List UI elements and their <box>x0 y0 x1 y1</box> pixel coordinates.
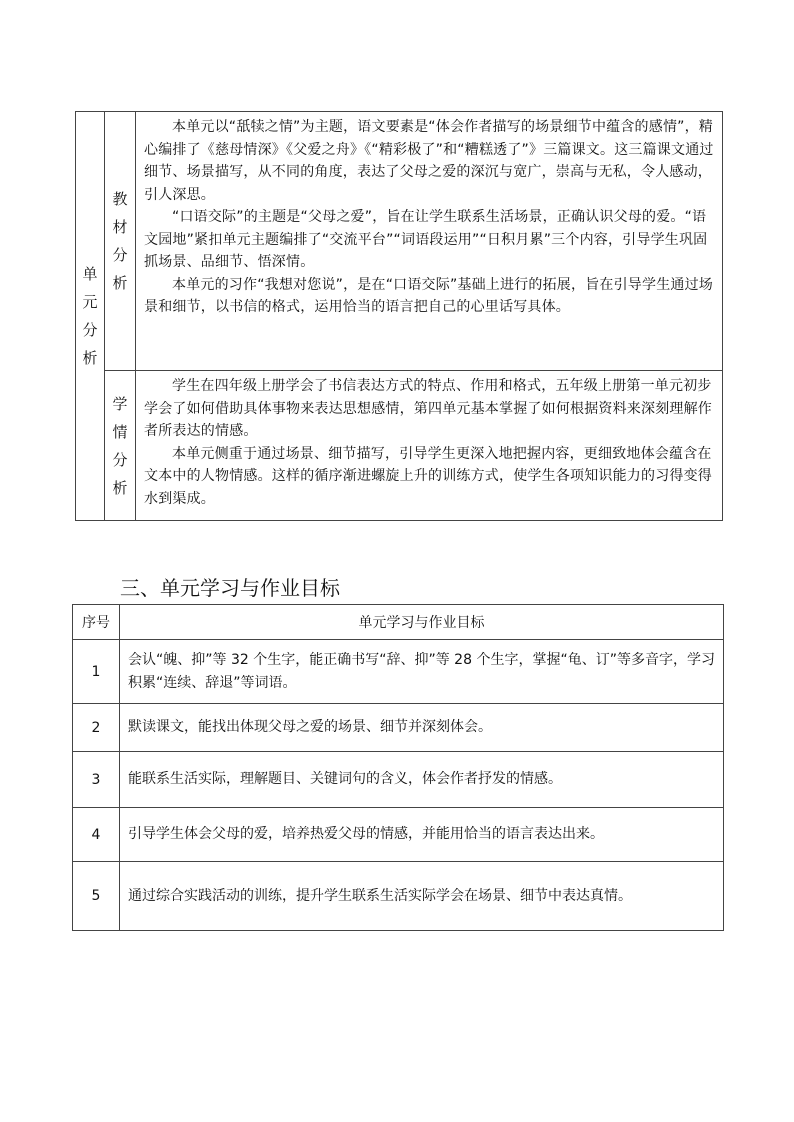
label-char: 材 <box>112 218 128 236</box>
header-goals: 单元学习与作业目标 <box>120 605 724 640</box>
row-goal: 默读课文，能找出体现父母之爱的场景、细节并深刻体会。 <box>120 704 724 752</box>
label-char: 单 <box>82 265 98 283</box>
label-char: 析 <box>112 478 128 497</box>
header-number: 序号 <box>73 605 120 640</box>
section-heading: 三、单元学习与作业目标 <box>120 576 340 600</box>
table-row <box>73 704 724 752</box>
table-row <box>73 862 724 931</box>
row-goal: 会认“魄、抑”等 32 个生字，能正确书写“辞、抑”等 28 个生字，掌握“龟、订”等多音字，学习积累“连续、辞退”等词语。 <box>120 640 724 704</box>
row-goal: 通过综合实践活动的训练，提升学生联系生活实际学会在场景、细节中表达真情。 <box>120 862 724 931</box>
row-number: 4 <box>73 808 120 862</box>
label-char: 析 <box>112 274 128 292</box>
paragraph: 本单元以“舐犊之情”为主题，语文要素是“体会作者描写的场景细节中蕴含的感情”，精心编排了《慈母情深》《父爱之舟》《“精彩极了”和“糟糕透了”》三篇课文。这三篇课文通过细节、场景描写，从不同的角度，表达了父母之爱的深沉与宽广，崇高与无私，令人感动，引人深思。 <box>144 119 714 203</box>
row-number: 2 <box>73 704 120 752</box>
label-char: 分 <box>112 450 128 469</box>
row-goal: 能联系生活实际，理解题目、关键词句的含义，体会作者抒发的情感。 <box>120 752 724 808</box>
paragraph: 本单元的习作“我想对您说”，是在“口语交际”基础上进行的拓展，旨在引导学生通过场景和细节，以书信的格式，运用恰当的语言把自己的心里话写具体。 <box>144 276 714 315</box>
learner-analysis-label <box>105 371 136 521</box>
unit-analysis-label <box>76 112 105 521</box>
table-row <box>73 752 724 808</box>
goals-table <box>72 604 724 931</box>
paragraph: 学生在四年级上册学会了书信表达方式的特点、作用和格式，五年级上册第一单元初步学会了如何借助具体事物来表达思想感情，第四单元基本掌握了如何根据资料来深刻理解作者所表达的情感。 <box>144 378 712 439</box>
label-char: 分 <box>112 246 128 264</box>
label-char: 情 <box>112 422 128 441</box>
unit-analysis-table <box>75 111 723 521</box>
row-goal: 引导学生体会父母的爱，培养热爱父母的情感，并能用恰当的语言表达出来。 <box>120 808 724 862</box>
paragraph: 本单元侧重于通过场景、细节描写，引导学生更深入地把握内容，更细致地体会蕴含在文本中的人物情感。这样的循序渐进螺旋上升的训练方式，使学生各项知识能力的习得变得水到渠成。 <box>144 445 712 507</box>
textbook-analysis-label <box>105 112 136 371</box>
row-number: 5 <box>73 862 120 931</box>
label-char: 析 <box>82 349 98 367</box>
row-number: 3 <box>73 752 120 808</box>
label-char: 学 <box>112 394 128 413</box>
label-char: 教 <box>112 190 128 208</box>
table-row <box>73 808 724 862</box>
label-char: 分 <box>82 321 98 339</box>
label-char: 元 <box>82 293 98 311</box>
table-row <box>73 640 724 704</box>
row-number: 1 <box>73 640 120 704</box>
learner-analysis-content <box>136 371 723 521</box>
paragraph: “口语交际”的主题是“父母之爱”，旨在让学生联系生活场景，正确认识父母的爱。“语文园地”紧扣单元主题编排了“交流平台”“词语段运用”“日积月累”三个内容，引导学生巩固抓场景、品细节、悟深情。 <box>144 209 708 270</box>
textbook-analysis-content <box>136 112 723 371</box>
